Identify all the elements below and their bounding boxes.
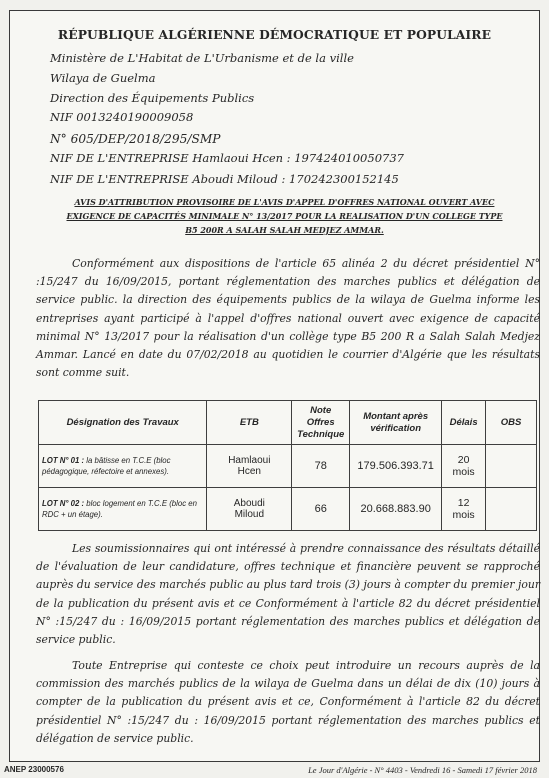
etb-line-1: Aboudi bbox=[233, 498, 265, 509]
lot-label: LOT N° 02 : bbox=[42, 499, 85, 508]
reference-number: N° 605/DEP/2018/295/SMP bbox=[50, 132, 221, 146]
results-table bbox=[38, 400, 537, 531]
delai-cell bbox=[442, 445, 486, 488]
header-note bbox=[292, 401, 350, 445]
header-note-line-2: Technique bbox=[297, 428, 345, 440]
notice-title-line-1: AVIS D'ATTRIBUTION PROVISOIRE DE L'AVIS D'APPEL D'OFFRES NATIONAL OUVERT AVEC bbox=[74, 197, 495, 207]
table-header-row bbox=[39, 401, 537, 445]
obs-cell bbox=[486, 488, 537, 531]
note-cell: 66 bbox=[292, 488, 350, 531]
header-etb: ETB bbox=[207, 401, 292, 445]
header-note-line-1: Note Offres bbox=[306, 404, 335, 428]
notice-title-line-3: B5 200R A SALAH SALAH MEDJEZ AMMAR. bbox=[185, 225, 384, 235]
etb-line-1: Hamlaoui bbox=[228, 455, 271, 466]
direction-line: Direction des Équipements Publics bbox=[50, 91, 255, 105]
consult-paragraph: Les soumissionnaires qui ont intéressé à prendre connaissance des résultats détaillé de l'évaluation de leur candidature, offres technique et financière peuvent se rapproché auprès du service des marchés public au plus tard trois (3) jours à compter du premier jour de la publication du présent avis et ce Conformément à l'article 82 du décret présidentiel N° :15/247 du : 16/09/2015 portant réglementation des marches publics et délégation de service public. bbox=[36, 542, 540, 647]
lot-description: bloc logement en T.C.E (bloc en RDC + un étage). bbox=[42, 499, 197, 519]
delai-value: 20 bbox=[457, 454, 470, 466]
etb-line-2: Hcen bbox=[237, 466, 261, 477]
intro-paragraph: Conformément aux dispositions de l'article 65 alinéa 2 du décret présidentiel N° :15/247 du 16/09/2015, portant réglementation des marches publics et délégation de service public. la direction des équipements publics de la wilaya de Guelma informe les entreprises ayant participé à l'appel d'offres national ouvert avec exigence de capacité minimal N° 13/2017 pour la réalisation d'un collège type B5 200 R a Salah Salah Medjez Ammar. Lancé en date du 07/02/2018 au quotidien le courrier d'Algérie que les résultats sont comme suit. bbox=[36, 257, 540, 380]
lot-description: la bâtisse en T.C.E (bloc pédagogique, réfectoire et annexes). bbox=[42, 456, 171, 476]
header-obs: OBS bbox=[486, 401, 537, 445]
etb-cell bbox=[207, 445, 292, 488]
obs-cell bbox=[486, 445, 537, 488]
etb-line-2: Miloud bbox=[234, 509, 265, 520]
etb-cell bbox=[207, 488, 292, 531]
delai-value: 12 bbox=[457, 497, 470, 509]
newspaper-footer: Le Jour d'Algérie - N° 4403 - Vendredi 16 - Samedi 17 février 2018 bbox=[308, 765, 537, 775]
lot-cell bbox=[39, 488, 207, 531]
header-designation: Désignation des Travaux bbox=[39, 401, 207, 445]
anep-reference: ANEP 23000576 bbox=[4, 765, 64, 774]
header-delais: Délais bbox=[442, 401, 486, 445]
header-montant-line-2: vérification bbox=[370, 422, 421, 434]
montant-cell: 179.506.393.71 bbox=[350, 445, 442, 488]
header-montant-line-1: Montant après bbox=[363, 410, 429, 422]
notice-frame bbox=[9, 10, 540, 762]
appeal-paragraph: Toute Entreprise qui conteste ce choix peut introduire un recours auprès de la commission des marchés publics de la wilaya de Guelma dans un délai de dix (10) jours à compter de la publication du présent avis et ce, Conformément à l'article 82 du décret présidentiel N° :15/247 du : 16/09/2015 portant réglementation des marches publics et délégation de service public. bbox=[36, 659, 540, 745]
republic-heading: RÉPUBLIQUE ALGÉRIENNE DÉMOCRATIQUE ET POPULAIRE bbox=[57, 27, 492, 42]
ministry-line: Ministère de L'Habitat de L'Urbanisme et de la ville bbox=[50, 51, 354, 65]
nif-line: NIF 0013240190009058 bbox=[50, 110, 194, 124]
delai-cell bbox=[442, 488, 486, 531]
table-row bbox=[39, 445, 537, 488]
header-montant bbox=[350, 401, 442, 445]
lot-label: LOT N° 01 : bbox=[42, 456, 85, 465]
wilaya-line: Wilaya de Guelma bbox=[50, 71, 156, 85]
delai-unit: mois bbox=[452, 509, 475, 521]
table-row bbox=[39, 488, 537, 531]
nif-company-2: NIF DE L'ENTREPRISE Aboudi Miloud : 170242300152145 bbox=[50, 172, 399, 186]
nif-company-1: NIF DE L'ENTREPRISE Hamlaoui Hcen : 197424010050737 bbox=[50, 151, 404, 165]
delai-unit: mois bbox=[452, 466, 475, 478]
notice-title-line-2: EXIGENCE DE CAPACITÉS MINIMALE N° 13/2017 POUR LA REALISATION D'UN COLLEGE TYPE bbox=[66, 211, 503, 221]
lot-cell bbox=[39, 445, 207, 488]
montant-cell: 20.668.883.90 bbox=[350, 488, 442, 531]
note-cell: 78 bbox=[292, 445, 350, 488]
